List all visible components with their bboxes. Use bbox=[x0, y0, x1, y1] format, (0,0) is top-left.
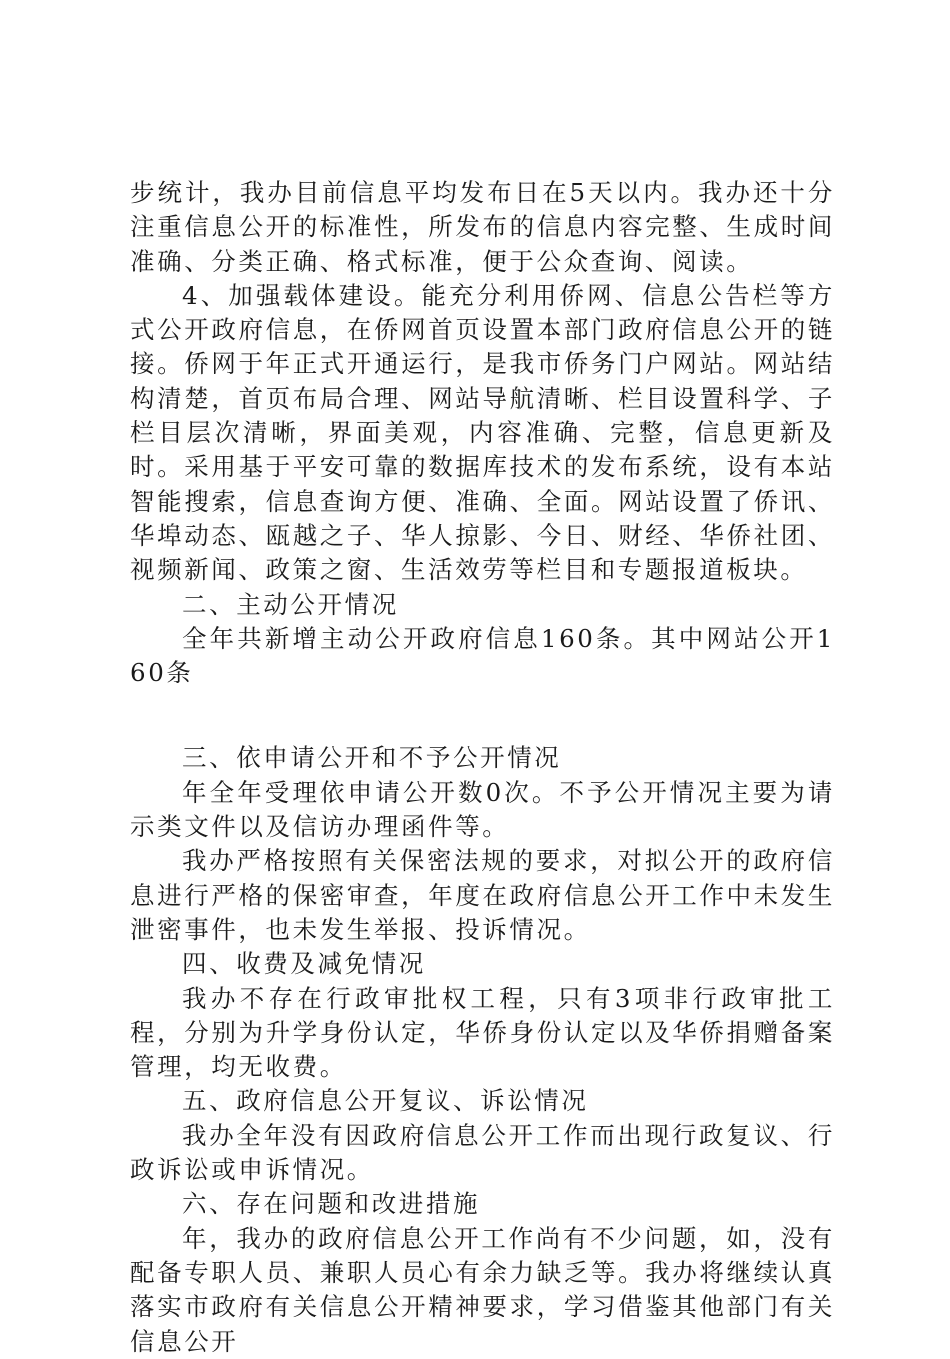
paragraph-problems-improvements: 年，我办的政府信息公开工作尚有不少问题，如，没有配备专职人员、兼职人员心有余力缺乏等。我办将继续认真落实市政府有关信息公开精神要求，学习借鉴其他部门有关信息公开 bbox=[130, 1223, 835, 1356]
paragraph-application-disclosure: 年全年受理依申请公开数0次。不予公开情况主要为请示类文件以及信访办理函件等。 bbox=[130, 777, 835, 842]
paragraph-proactive-disclosure: 全年共新增主动公开政府信息160条。其中网站公开160条 bbox=[130, 623, 835, 688]
paragraph-fees: 我办不存在行政审批权工程，只有3项非行政审批工程，分别为升学身份认定，华侨身份认定以及华侨捐赠备案管理，均无收费。 bbox=[130, 983, 835, 1082]
paragraph-publishing-standard: 步统计，我办目前信息平均发布日在5天以内。我办还十分注重信息公开的标准性，所发布的信息内容完整、生成时间准确、分类正确、格式标准，便于公众查询、阅读。 bbox=[130, 178, 835, 276]
document-body bbox=[130, 176, 835, 1359]
section-heading-proactive-disclosure: 二、主动公开情况 bbox=[182, 589, 399, 619]
section-heading-problems-improvements: 六、存在问题和改进措施 bbox=[182, 1189, 481, 1219]
paragraph-carrier-construction: 4、加强载体建设。能充分利用侨网、信息公告栏等方式公开政府信息，在侨网首页设置本部门政府信息公开的链接。侨网于年正式开通运行，是我市侨务门户网站。网站结构清楚，首页布局合理、网站导航清晰、栏目设置科学、子栏目层次清晰，界面美观，内容准确、完整，信息更新及时。采用基于平安可靠的数据库技术的发布系统，设有本站智能搜索，信息查询方便、准确、全面。网站设置了侨讯、华埠动态、瓯越之子、华人掠影、今日、财经、华侨社团、视频新闻、政策之窗、生活效劳等栏目和专题报道板块。 bbox=[130, 280, 835, 585]
section-heading-application-disclosure: 三、依申请公开和不予公开情况 bbox=[182, 743, 562, 773]
paragraph-confidentiality-review: 我办严格按照有关保密法规的要求，对拟公开的政府信息进行严格的保密审查，年度在政府信息公开工作中未发生泄密事件，也未发生举报、投诉情况。 bbox=[130, 846, 835, 944]
section-heading-review-litigation: 五、政府信息公开复议、诉讼情况 bbox=[182, 1086, 589, 1116]
section-heading-fees: 四、收费及减免情况 bbox=[182, 949, 426, 979]
paragraph-gap bbox=[130, 690, 835, 741]
paragraph-review-litigation: 我办全年没有因政府信息公开工作而出现行政复议、行政诉讼或申诉情况。 bbox=[130, 1120, 835, 1185]
